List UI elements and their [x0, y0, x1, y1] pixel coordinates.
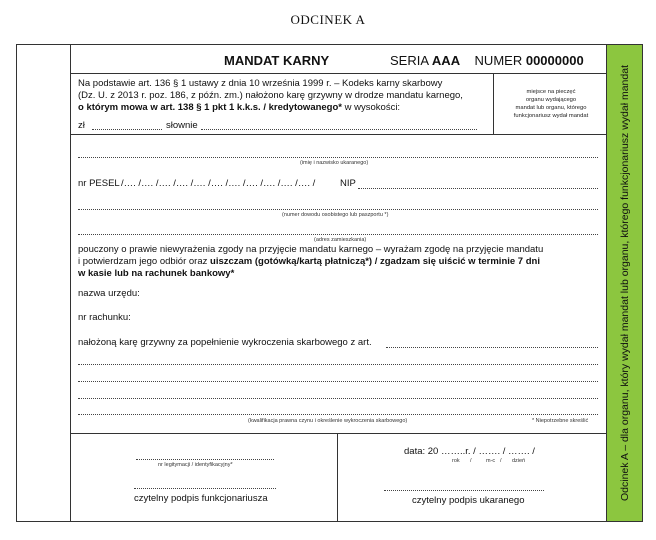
officer-signature-field[interactable]: [134, 488, 276, 489]
legal-line-1: Na podstawie art. 136 § 1 ustawy z dnia 10 września 1999 r. – Kodeks karny skarbowy: [78, 78, 443, 89]
stamp-line-1: miejsce na pieczęć: [526, 89, 576, 95]
slownie-label: słownie: [166, 120, 198, 131]
seria-number: [390, 53, 584, 68]
pesel-label: nr PESEL: [78, 178, 120, 189]
footnote: * Niepotrzebne skreślić: [532, 418, 589, 424]
pouczony-line-2-normal: i potwierdzam jego odbiór oraz: [78, 256, 211, 267]
office-name-label: nazwa urzędu:: [78, 288, 140, 299]
signature-split: [337, 434, 338, 521]
stamp-line-3: mandat lub organu, którego: [515, 105, 587, 111]
pouczony-line-1: pouczony o prawie niewyrażenia zgody na przyjęcie mandatu karnego – wyrażam zgodę na przyjęcie mandatu: [78, 244, 544, 255]
legal-line-3-rest: w wysokości:: [342, 102, 401, 113]
pouczony-line-3: w kasie lub na rachunek bankowy*: [78, 268, 235, 279]
seria-label: SERIA: [390, 53, 429, 68]
left-margin-line: [70, 45, 71, 521]
officer-signature-label: czytelny podpis funkcjonariusza: [134, 493, 268, 504]
qualification-caption: (kwalifikacja prawna czynu i określenie wykroczenia skarbowego): [248, 418, 408, 424]
stamp-line-4: funkcjonariusz wydał mandat: [513, 113, 589, 119]
amount-words-field[interactable]: [201, 129, 477, 130]
date-caption-sep-1: /: [470, 458, 472, 464]
legal-divider: [71, 134, 606, 135]
offence-article-label: nałożoną karę grzywny za popełnienie wykroczenia skarbowego z art.: [78, 337, 372, 348]
date-caption-day: dzień: [512, 458, 526, 464]
date-caption-year: rok: [452, 458, 460, 464]
signature-divider: [71, 433, 606, 434]
legitimation-field[interactable]: [136, 459, 274, 460]
amount-field[interactable]: [92, 129, 162, 130]
address-field[interactable]: [78, 234, 598, 235]
stamp-line-2: organu wydającego: [525, 97, 577, 103]
id-document-field[interactable]: [78, 209, 598, 210]
legal-line-3: [78, 102, 400, 114]
nip-label: NIP: [340, 178, 356, 189]
name-field[interactable]: [78, 157, 598, 158]
title-divider: [71, 73, 606, 74]
date-caption-month: m-c: [486, 458, 496, 464]
numer-value: 00000000: [525, 53, 584, 68]
date-caption-sep-2: /: [500, 458, 502, 464]
qualification-line-2[interactable]: [78, 381, 598, 382]
qualification-line-1[interactable]: [78, 364, 598, 365]
pesel-field[interactable]: /…. /…. /…. /…. /…. /…. /…. /…. /…. /…. /…. /: [121, 178, 316, 189]
pouczony-line-2-bold: uiszczam (gotówką/kartą płatniczą*) / zgadzam się uiścić w terminie 7 dni: [210, 256, 540, 267]
punished-signature-label: czytelny podpis ukaranego: [412, 495, 525, 506]
name-caption: (imię i nazwisko ukaranego): [300, 160, 369, 166]
stamp-placeholder: [497, 88, 605, 120]
seria-value: AAA: [431, 53, 461, 68]
form-title: MANDAT KARNY: [224, 53, 330, 68]
nip-field[interactable]: [358, 188, 598, 189]
date-field[interactable]: data: 20 ……..r. / ……. / ……. /: [404, 446, 535, 457]
legal-line-3-bold: o którym mowa w art. 138 § 1 pkt 1 k.k.s. / kredytowanego*: [78, 102, 342, 113]
section-heading: ODCINEK A: [290, 12, 366, 27]
offence-article-field[interactable]: [386, 347, 598, 348]
pouczony-line-2: [78, 256, 540, 268]
numer-label: NUMER: [474, 53, 523, 68]
punished-signature-field[interactable]: [384, 490, 544, 491]
legitimation-caption: nr legitymacji / identyfikacyjny*: [158, 462, 233, 468]
side-strip-text: Odcinek A – dla organu, który wydał mandat lub organu, którego funkcjonariusz wydał mandat: [618, 64, 631, 502]
stamp-box-left: [493, 74, 494, 134]
qualification-line-4[interactable]: [78, 414, 598, 415]
qualification-line-3[interactable]: [78, 398, 598, 399]
zl-label: zł: [78, 120, 85, 131]
legal-line-2: (Dz. U. z 2013 r. poz. 186, z późn. zm.) nałożono karę grzywny w drodze mandatu karnego,: [78, 90, 463, 101]
address-caption: (adres zamieszkania): [314, 237, 367, 243]
id-document-caption: (numer dowodu osobistego lub paszportu *): [282, 212, 389, 218]
account-number-label: nr rachunku:: [78, 312, 131, 323]
